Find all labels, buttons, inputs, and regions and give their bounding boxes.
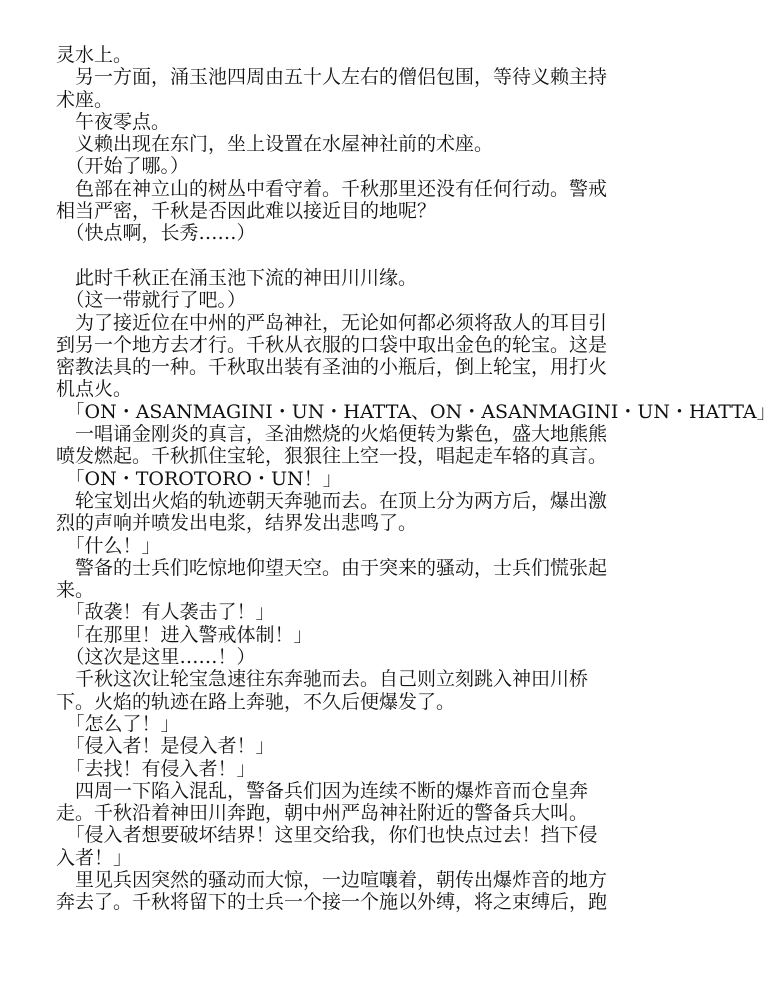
text-line: 「敌袭！有人袭击了！」 xyxy=(56,601,275,624)
text-line: 到另一个地方去才行。千秋从衣服的口袋中取出金色的轮宝。这是 xyxy=(56,333,608,356)
text-line: 「去找！有侵入者！」 xyxy=(56,757,256,780)
text-line: 「ON・ASANMAGINI・UN・HATTA、ON・ASANMAGINI・UN・HATTA」 xyxy=(56,400,776,423)
text-line: 里见兵因突然的骚动而大惊，一边喧嚷着，朝传出爆炸音的地方 xyxy=(56,868,608,891)
text-line: 「怎么了！」 xyxy=(56,712,180,735)
text-line: 四周一下陷入混乱，警备兵们因为连续不断的爆炸音而仓皇奔 xyxy=(56,779,589,802)
text-line: （这次是这里……！） xyxy=(56,646,256,669)
text-line: 色部在神立山的树丛中看守着。千秋那里还没有任何行动。警戒 xyxy=(56,177,608,200)
text-line: 「ON・TOROTORO・UN！」 xyxy=(56,467,342,490)
text-line: 「在那里！进入警戒体制！」 xyxy=(56,623,313,646)
text-line: 千秋这次让轮宝急速往东奔驰而去。自己则立刻跳入神田川桥 xyxy=(56,668,589,691)
text-line: 走。千秋沿着神田川奔跑，朝中州严岛神社附近的警备兵大叫。 xyxy=(56,802,589,825)
text-line: 烈的声响并喷发出电浆，结界发出悲鸣了。 xyxy=(56,512,418,535)
blank-line xyxy=(56,245,630,267)
text-line: 下。火焰的轨迹在路上奔驰，不久后便爆发了。 xyxy=(56,690,456,713)
text-line: （快点啊，长秀……） xyxy=(56,222,256,245)
text-line: （开始了哪。） xyxy=(56,155,190,178)
text-line: 密教法具的一种。千秋取出装有圣油的小瓶后，倒上轮宝，用打火 xyxy=(56,356,608,379)
text-line: 灵水上。 xyxy=(56,44,133,66)
text-line: 「什么！」 xyxy=(56,534,161,557)
text-line: 来。 xyxy=(56,579,95,602)
text-line: 警备的士兵们吃惊地仰望天空。由于突来的骚动，士兵们慌张起 xyxy=(56,556,608,579)
text-line: 相当严密，千秋是否因此难以接近目的地呢？ xyxy=(56,200,437,223)
text-line: 机点火。 xyxy=(56,378,133,401)
text-line: 术座。 xyxy=(56,88,114,111)
text-line: 「侵入者！是侵入者！」 xyxy=(56,735,275,758)
text-line: （这一带就行了吧。） xyxy=(56,289,247,312)
text-line: 一唱诵金刚炎的真言，圣油燃烧的火焰便转为紫色，盛大地熊熊 xyxy=(56,423,608,446)
text-line: 「侵入者想要破坏结界！这里交给我，你们也快点过去！挡下侵 xyxy=(56,824,598,847)
text-line: 此时千秋正在涌玉池下流的神田川川缘。 xyxy=(56,266,418,289)
text-line: 为了接近位在中州的严岛神社，无论如何都必须将敌人的耳目引 xyxy=(56,311,608,334)
text-line: 奔去了。千秋将留下的士兵一个接一个施以外缚，将之束缚后，跑 xyxy=(56,891,608,914)
text-line: 轮宝划出火焰的轨迹朝天奔驰而去。在顶上分为两方后，爆出激 xyxy=(56,489,608,512)
text-line: 另一方面，涌玉池四周由五十人左右的僧侣包围，等待义赖主持 xyxy=(56,66,608,89)
text-line: 午夜零点。 xyxy=(56,110,171,133)
text-line: 义赖出现在东门，坐上设置在水屋神社前的术座。 xyxy=(56,133,494,156)
text-line: 入者！」 xyxy=(56,846,133,869)
text-line: 喷发燃起。千秋抓住宝轮，狠狠往上空一投，唱起走车辂的真言。 xyxy=(56,445,608,468)
